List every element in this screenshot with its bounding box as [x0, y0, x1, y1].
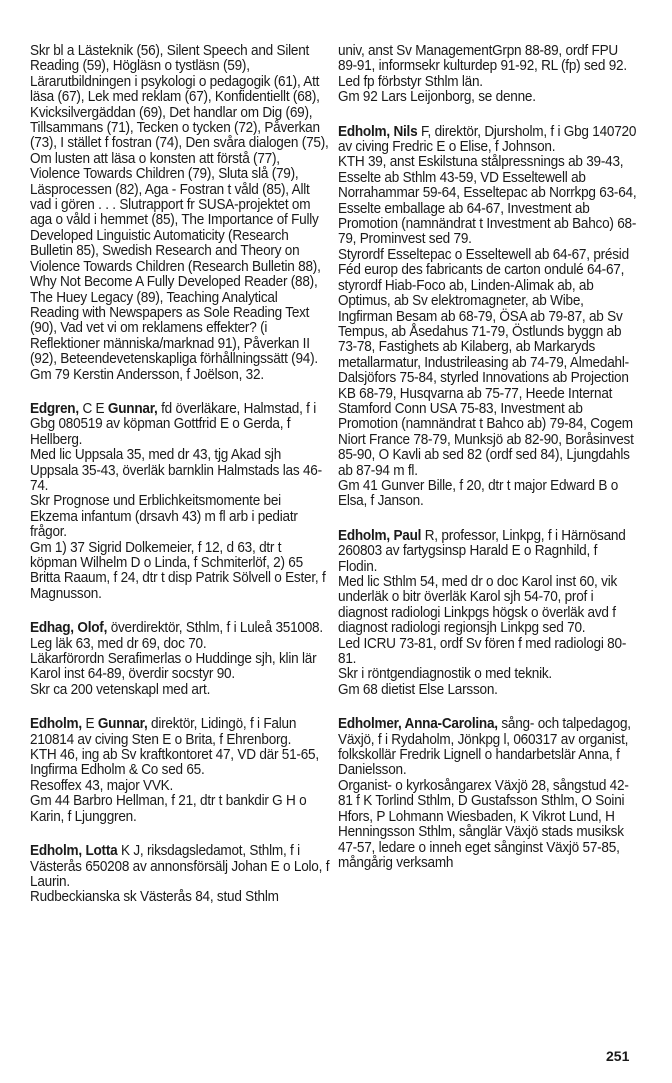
entry-text: Med lic Uppsala 35, med dr 43, tjg Akad sjh Uppsala 35-43, överläk barnklin Halmstads las 46-74. [30, 447, 322, 494]
entry-text: Gm 41 Gunver Bille, f 20, dtr t major Edward B o Elsa, f Janson. [338, 477, 619, 510]
biography-entry [30, 402, 329, 602]
entry-header [338, 125, 637, 156]
entry-text: Skr ca 200 vetenskapl med art. [30, 681, 211, 698]
entry-text: Gm 44 Barbro Hellman, f 21, dtr t bankdir G H o Karin, f Ljunggren. [30, 793, 307, 825]
entry-name: Edholm, Lotta [30, 843, 118, 860]
entry-intro: professor, Linkpg, f i Härnösand 260803 av fartygsinsp Harald E o Ragnhild, f Flodin. [338, 527, 626, 575]
entry-text: Resoffex 43, major VVK. [30, 777, 174, 794]
entry-intro: sång- och talpedagog, Växjö, f i Rydaholm, Jönkpg l, 060317 av organist, folkskollär Fredrik Lignell o handarbetslär Anna, f Danielsson. [338, 716, 631, 779]
entry-given: K J, [121, 843, 144, 860]
entry-header [30, 844, 329, 890]
entry-header [338, 717, 637, 779]
entry-intro: direktör, Lidingö, f i Falun 210814 av civing Sten E o Brita, f Ehrenborg. [30, 716, 297, 748]
entry-name: Edgren, [30, 400, 79, 417]
entry-name: Edholm, Nils [338, 123, 418, 140]
entry-intro: fd överläkare, Halmstad, f i Gbg 080519 av köpman Gottfrid E o Gerda, f Hellberg. [30, 400, 317, 448]
entry-header [30, 402, 329, 448]
entry-text: Led fp förbstyr Sthlm län. [338, 73, 483, 90]
biography-entry [30, 717, 329, 825]
entry-intro: riksdagsledamot, Sthlm, f i Västerås 650208 av annonsförsälj Johan E o Lolo, f Laurin. [30, 843, 330, 890]
entry-given-bold: Gunnar, [107, 400, 158, 417]
continuation-entry [338, 44, 637, 106]
entry-given: C E [82, 400, 105, 417]
entry-name: Edholm, [30, 716, 82, 733]
entry-text: Skr bl a Lästeknik (56), Silent Speech and Silent Reading (59), Högläsn o tystläsn (59), Lärarutbildningen i psykologi o pedagogik (61), Att läsa (67), Lek med reklam (67), Konfidentiellt (68), Kvicksilvergäddan (69), Det handlar om Dig (69), Tillsammans (71), Tecken o tycken (72), Påverkan (73), I stället f fostran (74), Den svåra dialogen (75), Om lusten att läsa o konsten att förstå (77), Violence Towards Children (79), Sluta slå (79), Läsprocessen (82), Aga - Fostran t våld (85), Allt vad i gören . . . Slutrapport fr SUSA-projektet om aga o våld i hemmet (85), The Importance of Fully Developed Linguistic Automaticity (Research Bulletin 85), Swedish Research and Theory on Violence Towards Children (Research Bulletin 88), Why Not Become A Fully Developed Reader (88), The Huey Legacy (89), Teaching Analytical Reading with Newspapers as Sole Reading Text (90), Vad vet vi om reklamens effekter? (i Reflektioner människa/marknad 91), Påverkan II (92), Beteendevetenskapliga förhållningssätt (94). [30, 43, 329, 368]
entry-text: Leg läk 63, med dr 69, doc 70. [30, 635, 207, 652]
biography-entry [30, 621, 329, 698]
entry-given: E [85, 716, 95, 733]
biography-entry [30, 844, 329, 906]
entry-name: Edholm, Paul [338, 527, 422, 544]
continuation-entry [30, 44, 329, 383]
entry-text: Organist- o kyrkosångarex Växjö 28, sångstud 42-81 f K Torlind Sthlm, D Gustafsson Sthlm, O Soini Hfors, P Lohmann Wiesbaden, K Vikrot Lund, H Henningsson Sthlm, sånglär Växjö stads musiksk 47-57, ledare o inneh eget sånginst Växjö 57-85, mångårig verksamh [338, 777, 629, 871]
entry-text: Skr i röntgendiagnostik o med teknik. [338, 666, 552, 683]
entry-text: KTH 46, ing ab Sv kraftkontoret 47, VD där 51-65, Ingfirma Edholm & Co sed 65. [30, 747, 319, 779]
entry-name: Edholmer, Anna-Carolina, [338, 716, 498, 733]
entry-header [338, 529, 637, 575]
left-column [30, 44, 329, 925]
entry-name: Edhag, Olof, [30, 620, 108, 637]
biography-entry [338, 125, 637, 510]
entry-header [30, 621, 329, 636]
page-number: 251 [606, 1048, 630, 1064]
entry-text: Med lic Sthlm 54, med dr o doc Karol inst 60, vik underläk o bitr överläk Karol sjh 54-70, prof i diagnost radiologi Linkpgs högsk o överläk avd f diagnost radiologi regionsjh Linkpg sed 70. [338, 574, 618, 637]
entry-text: KTH 39, anst Eskilstuna stålpressnings ab 39-43, Esselte ab Sthlm 43-59, VD Esseltewell ab Norrahammar 59-64, Esseltepac ab Norrkpg 63-64, Esselte emballage ab 64-67, Investment ab Promotion (namnändrat t Investment ab Bahco) 68-79, Prominvest sed 79. [338, 154, 637, 248]
entry-text: Styrordf Esseltepac o Esseltewell ab 64-67, présid Féd europ des fabricants de carton ondulé 64-67, styrordf Hiab-Foco ab, Linden-Alimak ab, ab Optimus, ab Sv elektromagneter, ab Wibe, Ingfirman Besam ab 68-79, ÖSA ab 79-87, ab Sv Tempus, ab Åsedahus 71-79, Östlunds byggn ab 73-78, Fastighets ab Kilaberg, ab Markaryds metallarmatur, Industrileasing ab 74-79, Almedahl-Dalsjöfors 75-84, styrled Innovations ab Projection KB 68-79, Husqvarna ab 75-77, Heede Internat Stamford Conn USA 75-83, Investment ab Promotion (namnändrat t Bahco ab) 79-84, Cogem Niort France 78-79, Munksjö ab 82-90, Boråsinvest 85-90, O Kavli ab sed 82 (ordf sed 84), Ljungdahls ab 87-94 m fl. [338, 246, 634, 479]
entry-given: R, [424, 527, 438, 544]
entry-text: Gm 79 Kerstin Andersson, f Joëlson, 32. [30, 366, 264, 383]
biography-entry [338, 529, 637, 698]
entry-text: Gm 92 Lars Leijonborg, se denne. [338, 89, 536, 106]
biography-entry [338, 717, 637, 871]
entry-given: F, [420, 123, 432, 140]
entry-intro: överdirektör, Sthlm, f i Luleå 351008. [110, 620, 323, 637]
entry-text: univ, anst Sv ManagementGrpn 88-89, ordf FPU 89-91, informsekr kulturdep 91-92, RL (fp) sed 92. [338, 43, 627, 75]
entry-given-bold: Gunnar, [97, 716, 148, 733]
entry-text: Läkarförordn Serafimerlas o Huddinge sjh, klin lär Karol inst 64-89, överdir socstyr 90. [30, 651, 317, 683]
entry-intro: direktör, Djursholm, f i Gbg 140720 av civing Fredric E o Elise, f Johnson. [338, 123, 637, 156]
entry-text: Skr Prognose und Erblichkeitsmomente bei Ekzema infantum (drsavh 43) m fl arb i pediatr frågor. [30, 493, 298, 541]
entry-text: Gm 68 dietist Else Larsson. [338, 681, 498, 698]
right-column [338, 44, 637, 890]
entry-header [30, 717, 329, 748]
entry-text: Led ICRU 73-81, ordf Sv fören f med radiologi 80-81. [338, 635, 627, 668]
entry-text: Rudbeckianska sk Västerås 84, stud Sthlm [30, 889, 279, 906]
entry-text: Gm 1) 37 Sigrid Dolkemeier, f 12, d 63, dtr t köpman Wilhelm D o Linda, f Schmiterlöf, 2) 65 Britta Raaum, f 24, dtr t disp Patrik Sölvell o Ester, f Magnusson. [30, 539, 326, 602]
